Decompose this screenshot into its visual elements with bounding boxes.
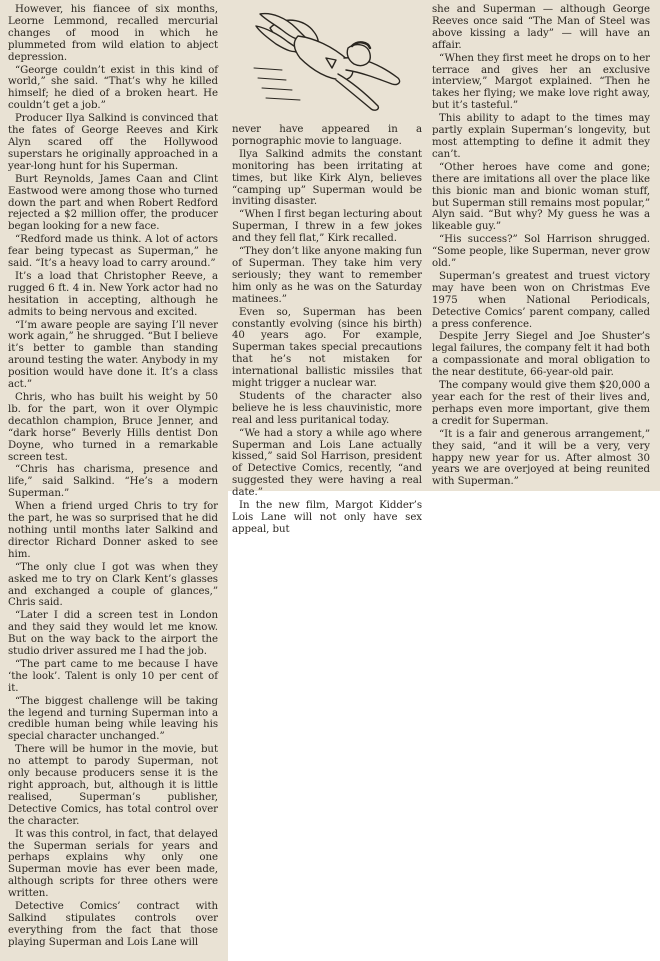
paragraph: Producer Ilya Salkind is convinced that the fates of George Reeves and Kirk Alyn scared off the Hollywood superstars he originally approached in a year-long hunt for his Superman. — [8, 113, 218, 172]
paragraph: “I’m aware people are saying I’ll never work again,” he shrugged. “But I believe it’s better to gamble than standing around testing the water. Anybody in my position would have done it. It’s a class act.” — [8, 319, 218, 391]
paragraph: When a friend urged Chris to try for the part, he was so surprised that he did nothing until months later Salkind and director Richard Donner asked to see him. — [8, 501, 218, 560]
paragraph: “George couldn’t exist in this kind of world,” she said. “That’s why he killed himself; he died of a broken heart. He couldn’t get a job.” — [8, 64, 218, 112]
paragraph: “The part came to me because I have ‘the look’. Talent is only 10 per cent of it. — [8, 658, 218, 694]
paragraph: “When I first began lecturing about Superman, I threw in a few jokes and they fell flat,” Kirk recalled. — [232, 209, 422, 245]
paragraph: Students of the character also believe he is less chauvinistic, more real and less puritanical today. — [232, 390, 422, 426]
paragraph: In the new film, Margot Kidder’s Lois Lane will not only have sex appeal, but — [232, 500, 422, 535]
paragraph: Detective Comics’ contract with Salkind stipulates controls over everything from the fact that those playing Superman and Lois Lane will — [8, 901, 218, 948]
paragraph: Despite Jerry Siegel and Joe Shuster’s legal failures, the company felt it had both a compassionate and moral obligation to the near destitute, 66-year-old pair. — [432, 331, 650, 379]
paragraph: Ilya Salkind admits the constant monitoring has been irritating at times, but like Kirk Alyn, believes “camping up” Superman would be inviting disaster. — [232, 148, 422, 208]
paragraph: “The only clue I got was when they asked me to try on Clark Kent’s glasses and exchanged a couple of glances,” Chris said. — [8, 561, 218, 609]
paragraph: However, his fiancee of six months, Leorne Lemmond, recalled mercurial changes of mood in which he plummeted from wild elation to abject depression. — [8, 4, 218, 63]
paragraph: There will be humor in the movie, but no attempt to parody Superman, not only because producers sense it is the right approach, but, although it is little realised, Superman’s publisher, Detective Comics, has total control over the character. — [8, 744, 218, 827]
paragraph: “His success?” Sol Harrison shrugged. “Some people, like Superman, never grow old.” — [432, 234, 650, 270]
paragraph: “The biggest challenge will be taking the legend and turning Superman into a credible human being while leaving his special character unchanged.” — [8, 695, 218, 743]
paragraph: “It is a fair and generous arrangement,” they said, “and it will be a very, very happy new year for us. After almost 30 years we are overjoyed at being reunited with Superman.” — [432, 428, 650, 488]
paragraph: It was this control, in fact, that delayed the Superman serials for years and perhaps explains why only one Superman movie has ever been made, although scripts for three others were written. — [8, 828, 218, 900]
superman-flying-illustration — [252, 8, 408, 118]
paragraph: “Chris has charisma, presence and life,” said Salkind. “He’s a modern Superman.” — [8, 464, 218, 500]
paragraph: Burt Reynolds, James Caan and Clint Eastwood were among those who turned down the part and when Robert Redford rejected a $2 million offer, the producer began looking for a new face. — [8, 173, 218, 233]
paragraph: It’s a load that Christopher Reeve, a rugged 6 ft. 4 in. New York actor had no hesitation in accepting, although he admits to being nervous and excited. — [8, 270, 218, 318]
paragraph: The company would give them $20,000 a year each for the rest of their lives and, perhaps even more important, give them a credit for Superman. — [432, 380, 650, 427]
article-column-3 — [432, 4, 650, 489]
paragraph: “Other heroes have come and gone; there are imitations all over the place like this bionic man and bionic woman stuff, but Superman still remains most popular,” Alyn said. “But why? My guess he was a likeable guy.” — [432, 161, 650, 233]
paragraph: never have appeared in a pornographic movie to language. — [232, 124, 422, 147]
paragraph: “Redford made us think. A lot of actors fear being typecast as Superman,” he said. “It’s a heavy load to carry around.” — [8, 234, 218, 270]
paragraph: This ability to adapt to the times may partly explain Superman’s longevity, but most attempting to define it admit they can’t. — [432, 113, 650, 160]
paragraph: “When they first meet he drops on to her terrace and gives her an exclusive interview,” Margot explained. “Then he takes her flying; we make love right away, but it’s tasteful.” — [432, 52, 650, 112]
paragraph: she and Superman — although George Reeves once said “The Man of Steel was above kissing a lady” — will have an affair. — [432, 4, 650, 51]
paragraph: Chris, who has built his weight by 50 lb. for the part, won it over Olympic decathlon champion, Bruce Jenner, and “dark horse” Beverly Hills dentist Don Doyne, who turned in a remarkable screen test. — [8, 392, 218, 463]
article-column-1 — [8, 4, 218, 950]
paragraph: Even so, Superman has been constantly evolving (since his birth) 40 years ago. For example, Superman takes special precautions that he’s not mistaken for international ballistic missiles that might trigger a nuclear war. — [232, 306, 422, 390]
paragraph: “Later I did a screen test in London and they said they would let me know. But on the way back to the airport the studio driver assured me I had the job. — [8, 610, 218, 658]
paragraph: “They don’t like anyone making fun of Superman. They take him very seriously; they want to remember him only as he was on the Saturday matinees.” — [232, 246, 422, 305]
paragraph: Superman’s greatest and truest victory may have been won on Christmas Eve 1975 when National Periodicals, Detective Comics’ parent company, called a press conference. — [432, 270, 650, 330]
paragraph: “We had a story a while ago where Superman and Lois Lane actually kissed,” said Sol Harrison, president of Detective Comics, recently, “and suggested they were having a real date.” — [232, 427, 422, 499]
article-column-2 — [232, 124, 422, 537]
